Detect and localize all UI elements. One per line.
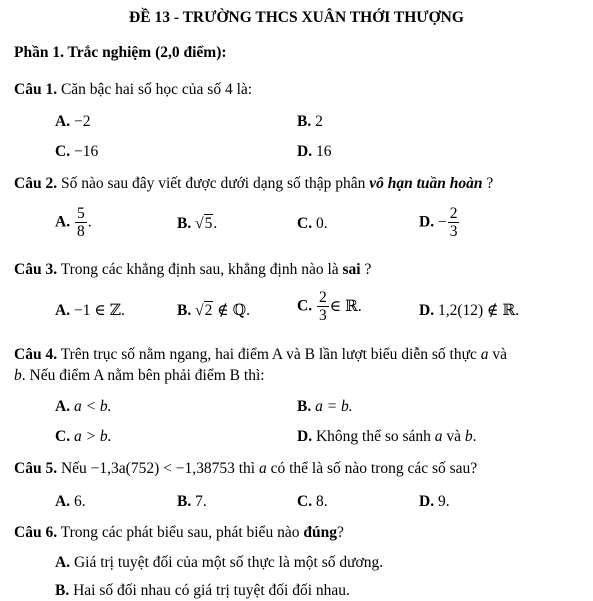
- q6-option-b: B. Hai số đối nhau có giá trị tuyệt đối đối nhau.: [55, 582, 350, 599]
- q5-option-a: A. 6.: [55, 493, 86, 510]
- q6-option-a: A. Giá trị tuyệt đối của một số thực là một số dương.: [55, 554, 384, 571]
- question-2: Câu 2. Số nào sau đây viết được dưới dạng số thập phân vô hạn tuần hoàn ?: [14, 175, 494, 192]
- q3-option-b: B. √2 ∉ ℚ.: [177, 302, 250, 319]
- part-heading: Phần 1. Trắc nghiệm (2,0 điểm):: [14, 44, 227, 61]
- question-4-cont: b. Nếu điểm A nằm bên phải điểm B thì:: [14, 367, 265, 384]
- q4-option-c: C. a > b.: [55, 428, 112, 445]
- q4-option-b: B. a = b.: [297, 398, 353, 415]
- q2-option-d: D. − $\frac{2}{3}$: [419, 205, 458, 240]
- q5-option-c: C. 8.: [297, 493, 328, 510]
- q3-option-a: A. −1 ∈ ℤ.: [55, 302, 125, 319]
- question-1: Câu 1. Căn bậc hai số học của số 4 là:: [14, 81, 253, 98]
- q2-option-c: C. 0.: [297, 215, 328, 232]
- q2-option-b: B. √5.: [177, 215, 218, 232]
- q5-option-b: B. 7.: [177, 493, 207, 510]
- exam-title: ĐỀ 13 - TRƯỜNG THCS XUÂN THỚI THƯỢNG: [129, 9, 464, 26]
- q2-option-a: A. $\frac{5}{8}$ .: [55, 205, 92, 240]
- q5-option-d: D. 9.: [419, 493, 450, 510]
- question-4: Câu 4. Trên trục số nằm ngang, hai điểm A và B lần lượt biểu diễn số thực a và: [14, 346, 508, 363]
- question-5: Câu 5. Nếu −1,3a(752) < −1,38753 thì a có thể là số nào trong các số sau?: [14, 460, 478, 477]
- q1-option-d: D. 16: [297, 143, 332, 160]
- q4-option-a: A. a < b.: [55, 398, 112, 415]
- question-6: Câu 6. Trong các phát biểu sau, phát biểu nào đúng?: [14, 524, 344, 541]
- q1-option-c: C. −16: [55, 143, 99, 160]
- q3-option-c: C. $\frac{2}{3}$ ∈ ℝ.: [297, 289, 362, 324]
- question-3: Câu 3. Trong các khẳng định sau, khẳng định nào là sai ?: [14, 261, 372, 278]
- q3-option-d: D. 1,2(12) ∉ ℝ.: [419, 302, 520, 319]
- q4-option-d: D. Không thể so sánh a và b.: [297, 428, 477, 445]
- q1-option-a: A. −2: [55, 113, 91, 130]
- q1-option-b: B. 2: [297, 113, 323, 130]
